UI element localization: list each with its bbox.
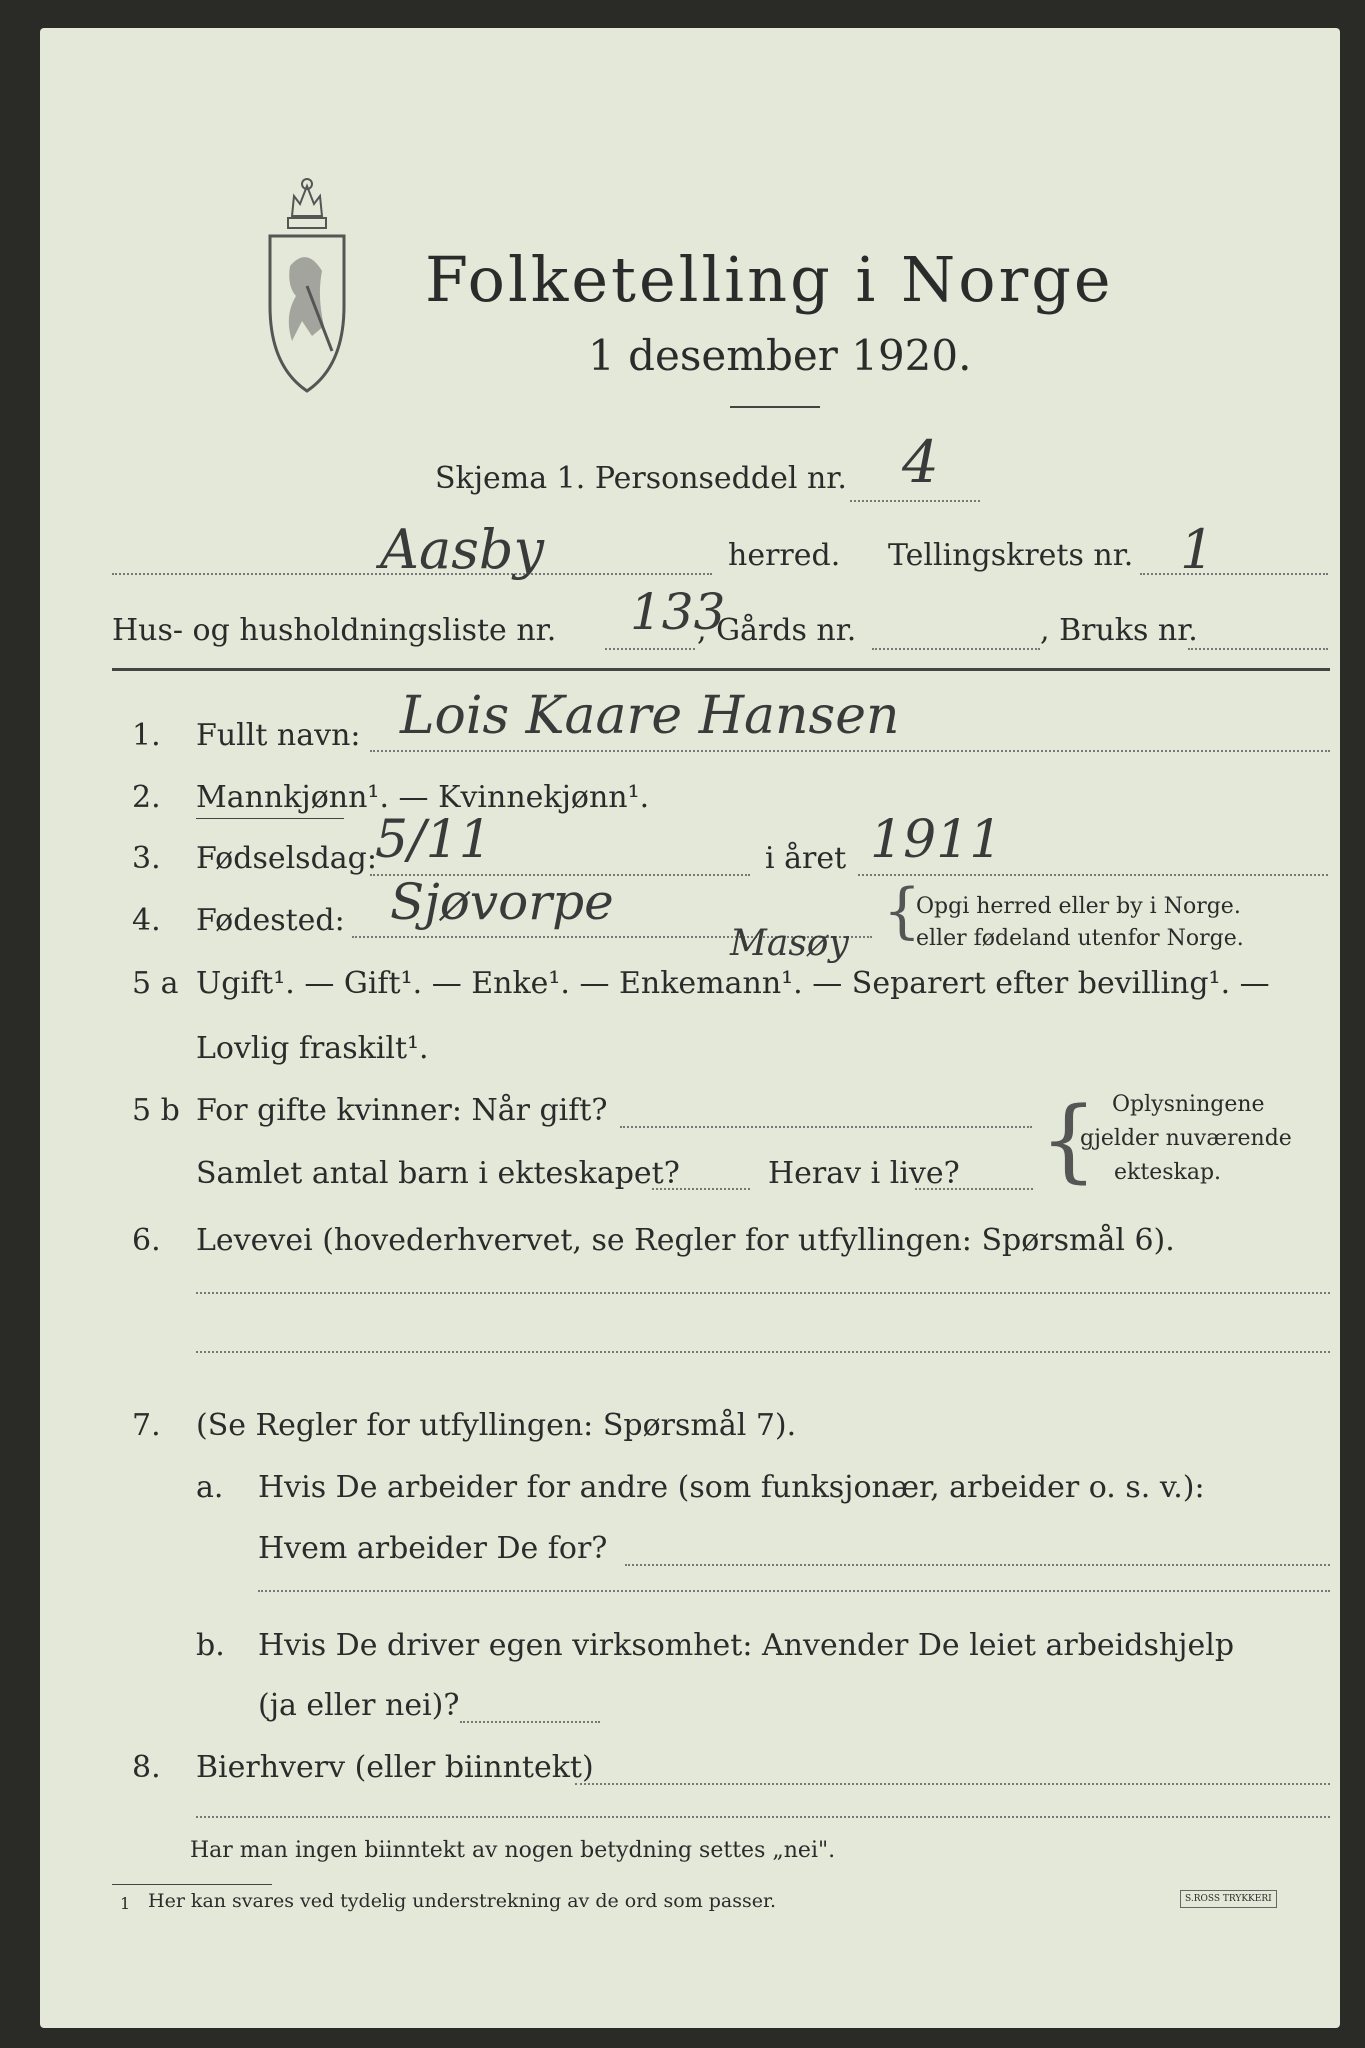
herred-label: herred. — [728, 538, 841, 573]
q3-value: 5/11 — [375, 810, 492, 870]
q4-number: 4. — [132, 903, 161, 938]
hus-value: 133 — [630, 583, 726, 641]
q5a-line1: Ugift¹. — Gift¹. — Enke¹. — Enkemann¹. — Separert efter bevilling¹. — — [196, 966, 1270, 1001]
q2-number: 2. — [132, 780, 161, 815]
hus-line — [605, 648, 695, 650]
q6-number: 6. — [132, 1223, 161, 1258]
header-rule — [112, 668, 1330, 671]
q4-value: Sjøvorpe — [390, 873, 614, 931]
gards-label: , Gårds nr. — [697, 613, 857, 648]
q4-label: Fødested: — [196, 903, 345, 938]
q6-label: Levevei (hovederhvervet, se Regler for utfyllingen: Spørsmål 6). — [196, 1223, 1175, 1258]
hus-label: Hus- og husholdningsliste nr. — [112, 613, 557, 648]
q8-line2 — [196, 1816, 1330, 1818]
coat-of-arms-icon — [262, 176, 352, 398]
q7a-extra-line — [258, 1590, 1330, 1592]
q7b-line2: (ja eller nei)? — [258, 1688, 460, 1723]
q3-label: Fødselsdag: — [196, 841, 377, 876]
form-title: Folketelling i Norge — [425, 243, 1114, 316]
q3-year-value: 1911 — [870, 810, 1003, 870]
q5b-label1: For gifte kvinner: Når gift? — [196, 1093, 608, 1128]
q5a-line2: Lovlig fraskilt¹. — [196, 1031, 429, 1066]
q5a-number: 5 a — [132, 966, 179, 1001]
q2-label: Mannkjønn¹. — Kvinnekjønn¹. — [196, 780, 650, 815]
q3-number: 3. — [132, 841, 161, 876]
q8-number: 8. — [132, 1750, 161, 1785]
tellingskrets-label: Tellingskrets nr. — [888, 538, 1134, 573]
q1-number: 1. — [132, 718, 161, 753]
herred-value: Aasby — [380, 518, 544, 581]
q7a-employer-line — [625, 1564, 1330, 1566]
q4-note2: eller fødeland utenfor Norge. — [916, 926, 1244, 951]
footnote-rule — [112, 1884, 272, 1885]
title-divider — [730, 406, 820, 408]
q5b-note2: gjelder nuværende — [1080, 1126, 1292, 1151]
q5b-note1: Oplysningene — [1112, 1092, 1265, 1117]
q8-label: Bierhverv (eller biinntekt) — [196, 1750, 594, 1785]
q4-brace: { — [883, 876, 922, 946]
q7b-number: b. — [196, 1628, 225, 1663]
q5b-number: 5 b — [132, 1093, 180, 1128]
q5b-alive-line — [915, 1188, 1033, 1190]
bruks-line — [1188, 648, 1328, 650]
q6-line1 — [196, 1292, 1330, 1294]
q1-label: Fullt navn: — [196, 718, 361, 753]
footnote-text: Her kan svares ved tydelig understrekning av de ord som passer. — [148, 1890, 777, 1912]
q1-value: Lois Kaare Hansen — [400, 686, 900, 746]
q5b-note3: ekteskap. — [1114, 1160, 1222, 1185]
q2-underline — [196, 818, 344, 819]
q7a-number: a. — [196, 1470, 224, 1505]
q7a-line1: Hvis De arbeider for andre (som funksjonær, arbeider o. s. v.): — [258, 1470, 1205, 1505]
tellingskrets-value: 1 — [1180, 518, 1215, 581]
printer-stamp: S.ROSS TRYKKERI — [1180, 1890, 1277, 1908]
skjema-line — [850, 500, 980, 502]
q5b-when-line — [620, 1126, 1032, 1128]
q5b-label2: Samlet antal barn i ekteskapet? — [196, 1156, 680, 1191]
q1-line — [370, 750, 1330, 752]
q5b-children-line — [652, 1188, 750, 1190]
q7b-line1: Hvis De driver egen virksomhet: Anvender De leiet arbeidshjelp — [258, 1628, 1235, 1663]
q3-year-label: i året — [765, 841, 847, 876]
q4-note1: Opgi herred eller by i Norge. — [916, 894, 1241, 919]
q5b-brace: { — [1040, 1088, 1098, 1193]
form-date: 1 desember 1920. — [588, 331, 972, 380]
bruks-label: , Bruks nr. — [1040, 613, 1198, 648]
q7-label: (Se Regler for utfyllingen: Spørsmål 7). — [196, 1408, 797, 1443]
q5b-label3: Herav i live? — [768, 1156, 960, 1191]
tellingskrets-line — [1140, 573, 1328, 575]
q3-year-line — [858, 874, 1328, 876]
footnote-mark: 1 — [120, 1894, 131, 1913]
footer-note: Har man ingen biinntekt av nogen betydning settes „nei". — [190, 1838, 836, 1863]
q7b-answer-line — [460, 1721, 600, 1723]
skjema-value: 4 — [902, 428, 939, 496]
gards-line — [872, 648, 1040, 650]
census-form-page — [40, 28, 1340, 2028]
q8-line1 — [575, 1783, 1330, 1785]
q7-number: 7. — [132, 1408, 161, 1443]
q4-value2: Masøy — [730, 923, 849, 964]
skjema-label: Skjema 1. Personseddel nr. — [435, 461, 847, 496]
q7a-line2: Hvem arbeider De for? — [258, 1531, 608, 1566]
q6-line2 — [196, 1351, 1330, 1353]
